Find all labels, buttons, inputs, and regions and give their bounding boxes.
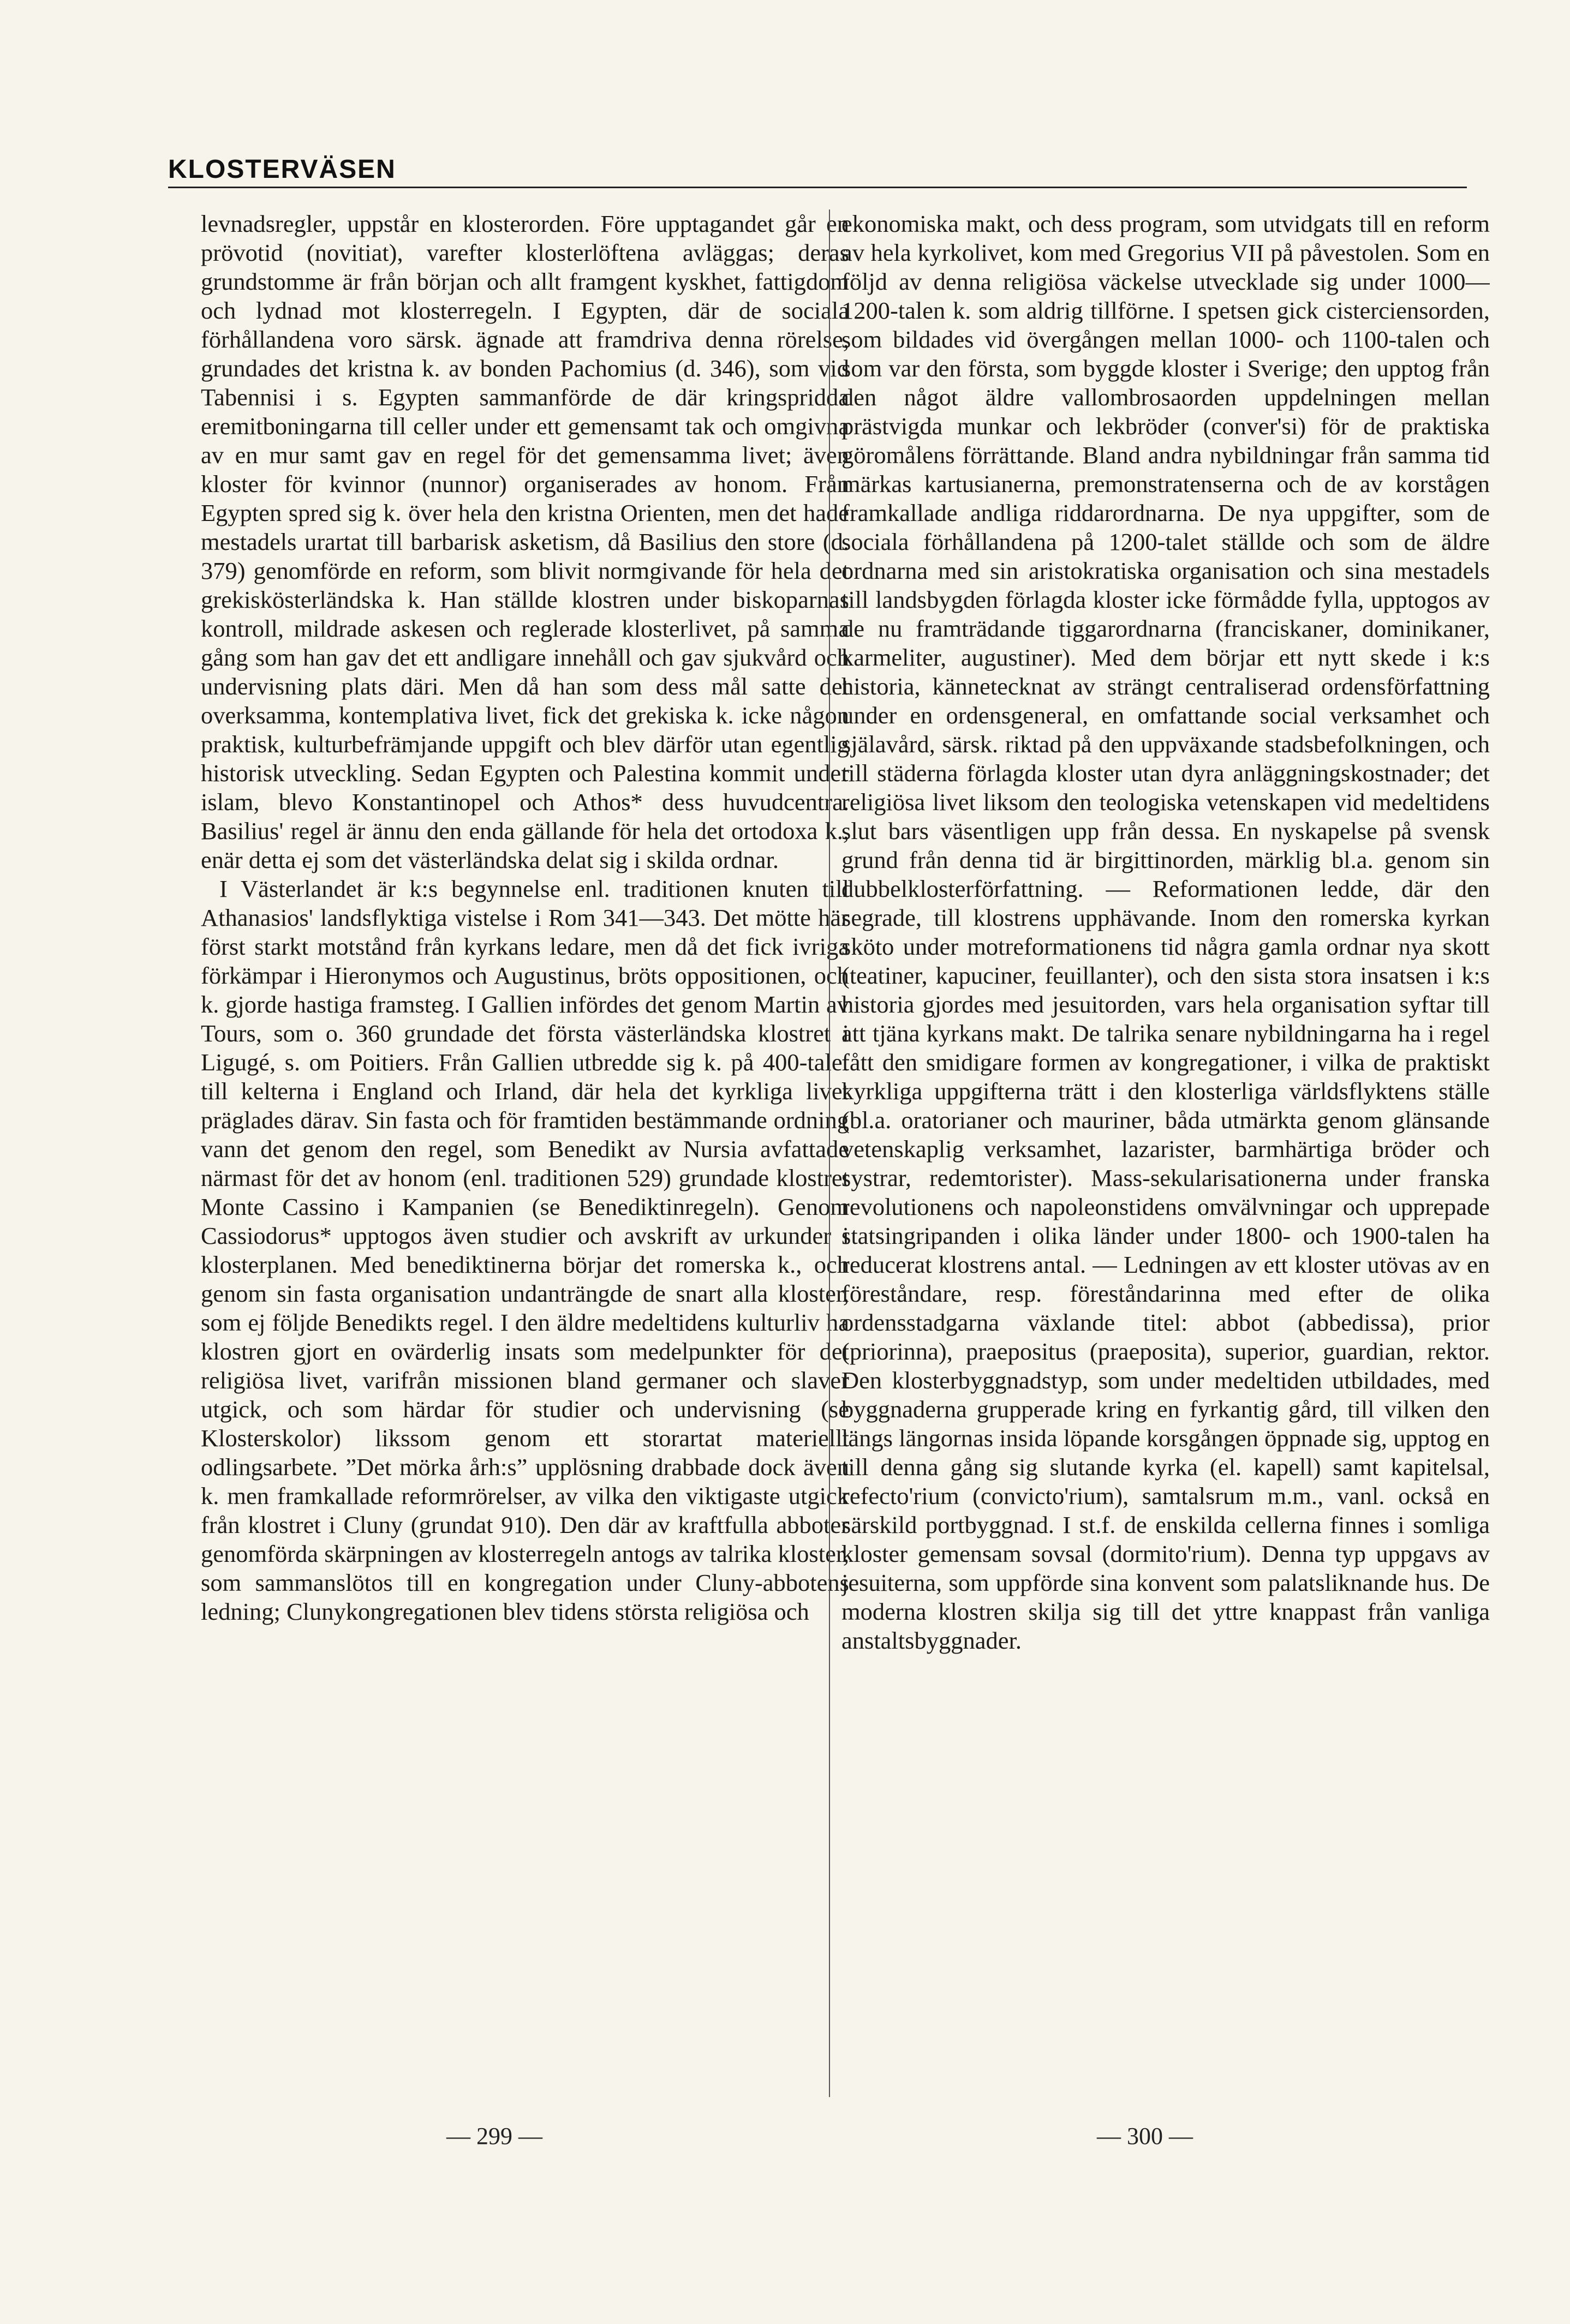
left-paragraph-1: levnadsregler, uppstår en klosterorden. Före upptagandet går en prövotid (novitiat), varefter klosterlöftena avläggas; deras grundstomme är från början och allt framgent kyskhet, fattigdom och lydnad mot klosterregeln. I Egypten, där de sociala förhållandena voro särsk. ägnade att framdriva denna rörelse, grundades det kristna k. av bonden Pachomius (d. 346), som vid Tabennisi i s. Egypten sammanförde de där kringspridda eremitboningarna till celler under ett gemensamt tak och omgivna av en mur samt gav en regel för det gemensamma livet; även kloster för kvinnor (nunnor) organiserades av honom. Från Egypten spred sig k. över hela den kristna Orienten, men det hade mestadels urartat till barbarisk asketism, då Basilius den store (d. 379) genomförde en reform, som blivit normgivande för hela det grekiskösterländska k. Han ställde klostren under biskoparnas kontroll, mildrade askesen och reglerade klosterlivet, på samma gång som han gav det ett andligare innehåll och gav sjukvård och undervisning plats däri. Men då han som dess mål satte det overksamma, kontemplativa livet, fick det grekiska k. icke någon praktisk, kulturbefrämjande uppgift och blev därför utan egentlig historisk utveckling. Sedan Egypten och Palestina kommit under islam, blevo Konstantinopel och Athos* dess huvudcentra. Basilius' regel är ännu den enda gällande för hela det ortodoxa k., enär detta ej som det västerländska delat sig i skilda ordnar. xyxy=(201,210,849,873)
left-column xyxy=(201,209,849,2092)
right-paragraph-1: ekonomiska makt, och dess program, som utvidgats till en reform av hela kyrkolivet, kom med Gregorius VII på påvestolen. Som en följd av denna religiösa väckelse utvecklade sig under 1000—1200-talen k. som aldrig tillförne. I spetsen gick cisterciensorden, som bildades vid övergången mellan 1000- och 1100-talen och som var den första, som byggde kloster i Sverige; den upptog från den något äldre vallombrosaorden uppdelningen mellan prästvigda munkar och lekbröder (conver'si) för de praktiska göromålens förrättande. Bland andra nybildningar från samma tid märkas kartusianerna, premonstratenserna och de av korstågen framkallade andliga riddarordnarna. De nya uppgifter, som de sociala förhållandena på 1200-talet ställde och som de äldre ordnarna med sin aristokratiska organisation och sina mestadels till landsbygden förlagda kloster icke förmådde fylla, upptogos av de nu framträdande tiggarordnarna (franciskaner, dominikaner, karmeliter, augustiner). Med dem börjar ett nytt skede i k:s historia, kännetecknat av strängt centraliserad ordensförfattning under en ordensgeneral, en omfattande social verksamhet och själavård, särsk. riktad på den uppväxande stadsbefolkningen, och till städerna förlagda kloster utan dyra anläggningskostnader; det religiösa livet liksom den teologiska vetenskapen vid medeltidens slut bars väsentligen upp från dessa. En nyskapelse på svensk grund från denna tid är birgittinorden, märklig bl.a. genom sin dubbelklosterförfattning. — Reformationen ledde, där den segrade, till klostrens upphävande. Inom den romerska kyrkan sköto under motreformationens tid några gamla ordnar nya skott (teatiner, kapuciner, feuillanter), och den sista stora insatsen i k:s historia gjordes med jesuitorden, vars hela organisation syftar till att tjäna kyrkans makt. De talrika senare nybildningarna ha i regel fått den smidigare formen av kongregationer, i vilka de praktiskt kyrkliga uppgifterna trätt i den klosterliga världsflyktens ställe (bl.a. oratorianer och mauriner, båda utmärkta genom glänsande vetenskaplig verksamhet, lazarister, barmhärtiga bröder och systrar, redemtorister). Mass-sekularisationerna under franska revolutionens och napoleonstidens omvälvningar och upprepade statsingripanden i olika länder under 1800- och 1900-talen ha reducerat klostrens antal. — Ledningen av ett kloster utövas av en föreståndare, resp. föreståndarinna med efter de olika ordensstadgarna växlande titel: abbot (abbedissa), prior (priorinna), praepositus (praeposita), superior, guardian, rektor. Den klosterbyggnadstyp, som under medeltiden utbildades, med byggnaderna grupperade kring en fyrkantig gård, till vilken den längs längornas insida löpande korsgången öppnade sig, upptog en till denna gång sig slutande kyrka (el. kapell) samt kapitelsal, refecto'rium (convicto'rium), samtalsrum m.m., vanl. också en särskild portbyggnad. I st.f. de enskilda cellerna finnes i somliga kloster gemensam sovsal (dormito'rium). Denna typ uppgavs av jesuiterna, som uppförde sina konvent som palatsliknande hus. De moderna klostren skilja sig till det yttre knappast från vanliga anstaltsbyggnader. xyxy=(841,210,1490,1654)
running-header: KLOSTERVÄSEN xyxy=(168,155,396,184)
left-paragraph-2: I Västerlandet är k:s begynnelse enl. traditionen knuten till Athanasios' landsflyktiga vistelse i Rom 341—343. Det mötte här först starkt motstånd från kyrkans ledare, men då det fick ivriga förkämpar i Hieronymos och Augustinus, bröts oppositionen, och k. gjorde hastiga framsteg. I Gallien infördes det genom Martin av Tours, som o. 360 grundade det första västerländska klostret i Ligugé, s. om Poitiers. Från Gallien utbredde sig k. på 400-talet till kelterna i England och Irland, där hela det kyrkliga livet präglades därav. Sin fasta och för framtiden bestämmande ordning vann det genom den regel, som Benedikt av Nursia avfattade närmast för det av honom (enl. traditionen 529) grundade klostret Monte Cassino i Kampanien (se Benediktinregeln). Genom Cassiodorus* upptogos även studier och avskrift av urkunder i klosterplanen. Med benediktinerna börjar det romerska k., och genom sin fasta organisation undanträngde de snart alla kloster, som ej följde Benedikts regel. I den äldre medeltidens kulturliv ha klostren gjort en ovärderlig insats som medelpunkter för det religiösa livet, varifrån missionen bland germaner och slaver utgick, och som härdar för studier och undervisning (se Klosterskolor) likssom genom ett storartat materiellt odlingsarbete. ”Det mörka årh:s” upplösning drabbade dock även k. men framkallade reformrörelser, av vilka den viktigaste utgick från klostret i Cluny (grundat 910). Den där av kraftfulla abboter genomförda skärpningen av klosterregeln antogs av talrika kloster, som sammanslötos till en kongregation under Cluny-abbotens ledning; Clunykongregationen blev tidens största religiösa och xyxy=(201,875,849,1625)
column-divider xyxy=(829,209,830,2097)
right-column xyxy=(841,209,1490,2092)
header-rule xyxy=(168,187,1467,188)
page-number-right: — 300 — xyxy=(1097,2123,1193,2149)
page-number-left: — 299 — xyxy=(446,2123,542,2149)
